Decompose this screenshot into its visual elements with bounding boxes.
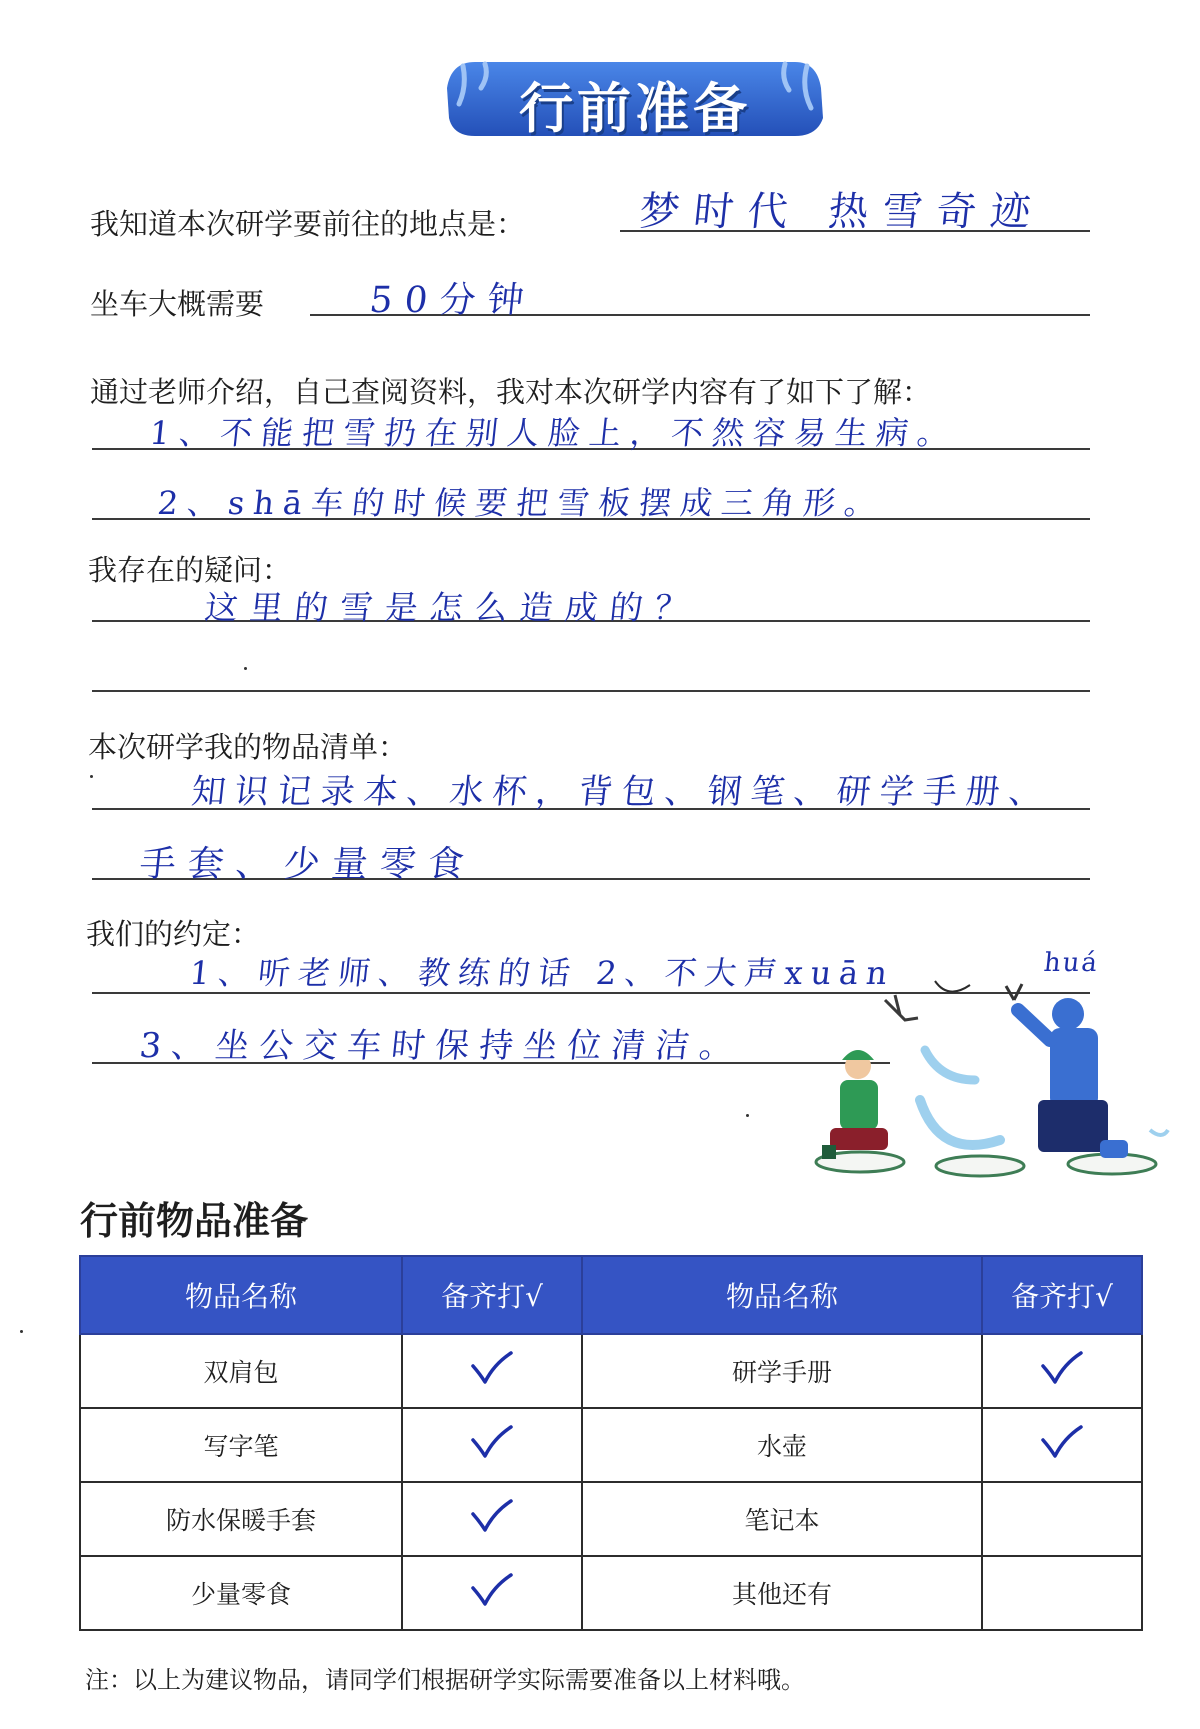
checkmark-icon xyxy=(470,1498,514,1534)
checkmark-icon xyxy=(1040,1424,1084,1460)
q3-label: 通过老师介绍，自己查阅资料，我对本次研学内容有了如下了解： xyxy=(90,375,932,409)
checkmark-icon xyxy=(470,1424,514,1460)
checkmark-icon xyxy=(1040,1350,1084,1386)
item-name-left: 写字笔 xyxy=(80,1408,402,1482)
q2-answer: 50分钟 xyxy=(367,280,538,321)
check-cell-left[interactable] xyxy=(402,1482,582,1556)
checklist-body xyxy=(80,1334,1142,1630)
q4-line-2 xyxy=(92,690,1090,692)
check-cell-right[interactable] xyxy=(982,1408,1142,1482)
q5-answer-2: 手套、少量零食 xyxy=(137,844,478,885)
q2-label: 坐车大概需要 xyxy=(90,287,265,321)
item-name-left: 双肩包 xyxy=(80,1334,402,1408)
q6-answer-2: 3、坐公交车时保持坐位清洁。 xyxy=(137,1026,746,1066)
checklist-table xyxy=(79,1255,1143,1631)
page-title: 行前准备 xyxy=(519,77,751,140)
check-cell-right[interactable] xyxy=(982,1482,1142,1556)
q1-answer: 梦时代 热雪奇迹 xyxy=(637,189,1047,235)
header-item-name-left: 物品名称 xyxy=(80,1256,402,1334)
q6-answer-1: 1、听老师、教练的话 2、不大声xuān xyxy=(187,954,898,992)
q3-answer-1: 1、不能把雪扔在别人脸上，不然容易生病。 xyxy=(147,414,961,452)
check-cell-right[interactable] xyxy=(982,1556,1142,1630)
footnote: 注：以上为建议物品，请同学们根据研学实际需要准备以上材料哦。 xyxy=(85,1666,805,1694)
header-check-left: 备齐打√ xyxy=(402,1256,582,1334)
checkmark-icon xyxy=(470,1350,514,1386)
speck xyxy=(746,1114,749,1117)
item-name-right: 笔记本 xyxy=(582,1482,982,1556)
table-row xyxy=(80,1408,1142,1482)
speck xyxy=(90,775,93,778)
q4-answer-1: 这里的雪是怎么造成的？ xyxy=(202,588,702,627)
speck xyxy=(244,667,247,670)
check-cell-left[interactable] xyxy=(402,1334,582,1408)
q5-answer-1: 知识记录本、水杯，背包、钢笔、研学手册、 xyxy=(189,772,1054,812)
checklist-title: 行前物品准备 xyxy=(80,1199,309,1243)
table-row xyxy=(80,1556,1142,1630)
speck xyxy=(20,1330,23,1333)
item-name-left: 少量零食 xyxy=(80,1556,402,1630)
item-name-right: 其他还有 xyxy=(582,1556,982,1630)
check-cell-left[interactable] xyxy=(402,1556,582,1630)
item-name-right: 水壶 xyxy=(582,1408,982,1482)
header-item-name-right: 物品名称 xyxy=(582,1256,982,1334)
checkmark-icon xyxy=(470,1572,514,1608)
q6-label: 我们的约定： xyxy=(86,917,261,951)
table-row xyxy=(80,1482,1142,1556)
header-check-right: 备齐打√ xyxy=(982,1256,1142,1334)
q3-answer-2: 2、shā车的时候要把雪板摆成三角形。 xyxy=(155,484,888,522)
q1-label: 我知道本次研学要前往的地点是： xyxy=(90,207,526,241)
title-banner xyxy=(445,58,825,140)
table-row xyxy=(80,1334,1142,1408)
snowman-illustration xyxy=(800,980,1170,1180)
check-cell-left[interactable] xyxy=(402,1408,582,1482)
item-name-left: 防水保暖手套 xyxy=(80,1482,402,1556)
checklist-header-row xyxy=(80,1256,1142,1334)
q6-answer-1-pinyin: huá xyxy=(1042,948,1101,978)
q5-label: 本次研学我的物品清单： xyxy=(88,730,408,764)
empty-check-slot xyxy=(1040,1498,1084,1534)
empty-check-slot xyxy=(1040,1572,1084,1608)
q4-label: 我存在的疑问： xyxy=(88,553,292,587)
check-cell-right[interactable] xyxy=(982,1334,1142,1408)
item-name-right: 研学手册 xyxy=(582,1334,982,1408)
